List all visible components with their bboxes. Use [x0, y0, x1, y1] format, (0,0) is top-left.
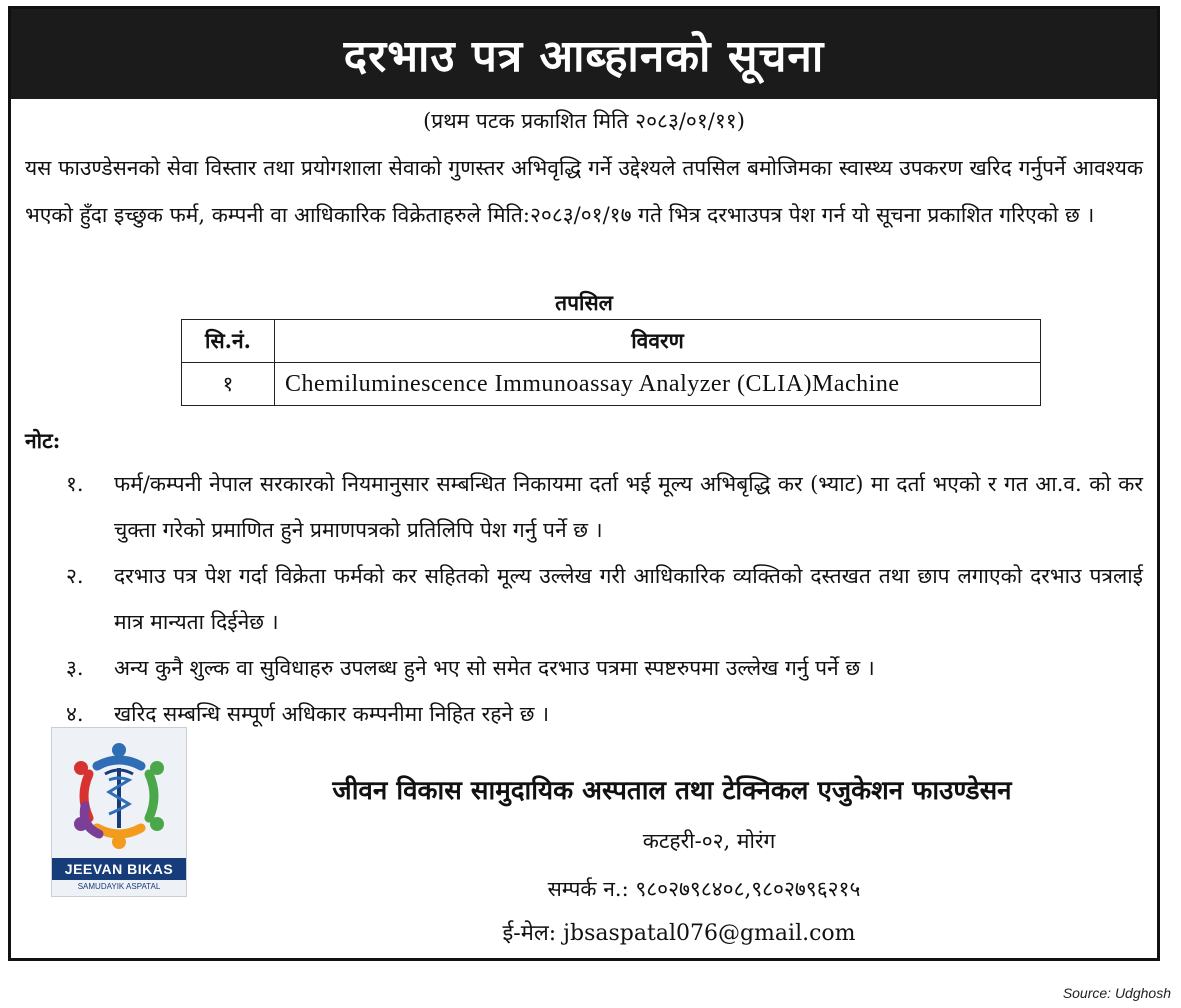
organization-address: कटहरी-०२, मोरंग: [642, 829, 776, 853]
list-item: [66, 691, 1143, 737]
organization-contact: सम्पर्क न.: ९८०२७९८४०८,९८०२७९६२१५: [547, 877, 861, 901]
table-row: [182, 363, 1041, 406]
notes-label: नोट:: [25, 428, 61, 453]
items-table: [181, 319, 1041, 406]
logo-subname: SAMUDAYIK ASPATAL: [77, 882, 161, 891]
tender-notice: [8, 6, 1160, 961]
note-text: अन्य कुनै शुल्क वा सुविधाहरु उपलब्ध हुने भए सो समेत दरभाउ पत्रमा स्पष्टरुपमा उल्लेख गर्नु पर्ने छ ।: [114, 656, 875, 680]
source-credit: Source: Udghosh: [1062, 985, 1171, 1001]
note-text: खरिद सम्बन्धि सम्पूर्ण अधिकार कम्पनीमा निहित रहने छ ।: [114, 702, 550, 726]
hospital-logo: [51, 727, 187, 897]
organization-email: ई-मेल: jbsaspatal076@gmail.com: [502, 921, 856, 946]
note-number: ४.: [66, 702, 84, 726]
publish-date-line: (प्रथम पटक प्रकाशित मिति २०८३/०१/११): [423, 109, 745, 133]
logo-name: JEEVAN BIKAS: [52, 858, 186, 880]
row-description: Chemiluminescence Immunoassay Analyzer (CLIA)Machine: [275, 363, 1041, 406]
note-number: ३.: [66, 656, 84, 680]
list-item: [66, 461, 1143, 553]
column-header-sn: सि.नं.: [182, 320, 275, 363]
note-text: फर्म/कम्पनी नेपाल सरकारको नियमानुसार सम्बन्धित निकायमा दर्ता भई मूल्य अभिबृद्धि कर (भ्याट) मा दर्ता भएको र गत आ.व. को कर चुक्ता गरेको प्रमाणित हुने प्रमाणपत्रको प्रतिलिपि पेश गर्नु पर्ने छ ।: [114, 472, 1143, 542]
table-header-row: [182, 320, 1041, 363]
schedule-heading: तपसिल: [555, 290, 613, 315]
intro-paragraph: [25, 145, 1143, 239]
note-text: दरभाउ पत्र पेश गर्दा विक्रेता फर्मको कर सहितको मूल्य उल्लेख गरी आधिकारिक व्यक्तिको दस्तखत तथा छाप लगाएको दरभाउ पत्रलाई मात्र मान्यता दिईनेछ ।: [114, 564, 1143, 634]
list-item: [66, 645, 1143, 691]
notes-list: [66, 461, 1143, 737]
list-item: [66, 553, 1143, 645]
organization-name: जीवन विकास सामुदायिक अस्पताल तथा टेक्निकल एजुकेशन फाउण्डेसन: [332, 776, 1012, 806]
note-number: १.: [66, 472, 84, 496]
notice-title: दरभाउ पत्र आब्हानको सूचना: [11, 9, 1157, 99]
row-serial: १: [182, 363, 275, 406]
column-header-description: विवरण: [275, 320, 1041, 363]
intro-text: यस फाउण्डेसनको सेवा विस्तार तथा प्रयोगशाला सेवाको गुणस्तर अभिवृद्धि गर्ने उद्देश्यले तपसिल बमोजिमका स्वास्थ्य उपकरण खरिद गर्नुपर्ने आवश्यक भएको हुँदा इच्छुक फर्म, कम्पनी वा आधिकारिक विक्रेताहरुले मिति:२०८३/०१/१७ गते भित्र दरभाउपत्र पेश गर्न यो सूचना प्रकाशित गरिएको छ ।: [25, 156, 1143, 227]
note-number: २.: [66, 564, 84, 588]
